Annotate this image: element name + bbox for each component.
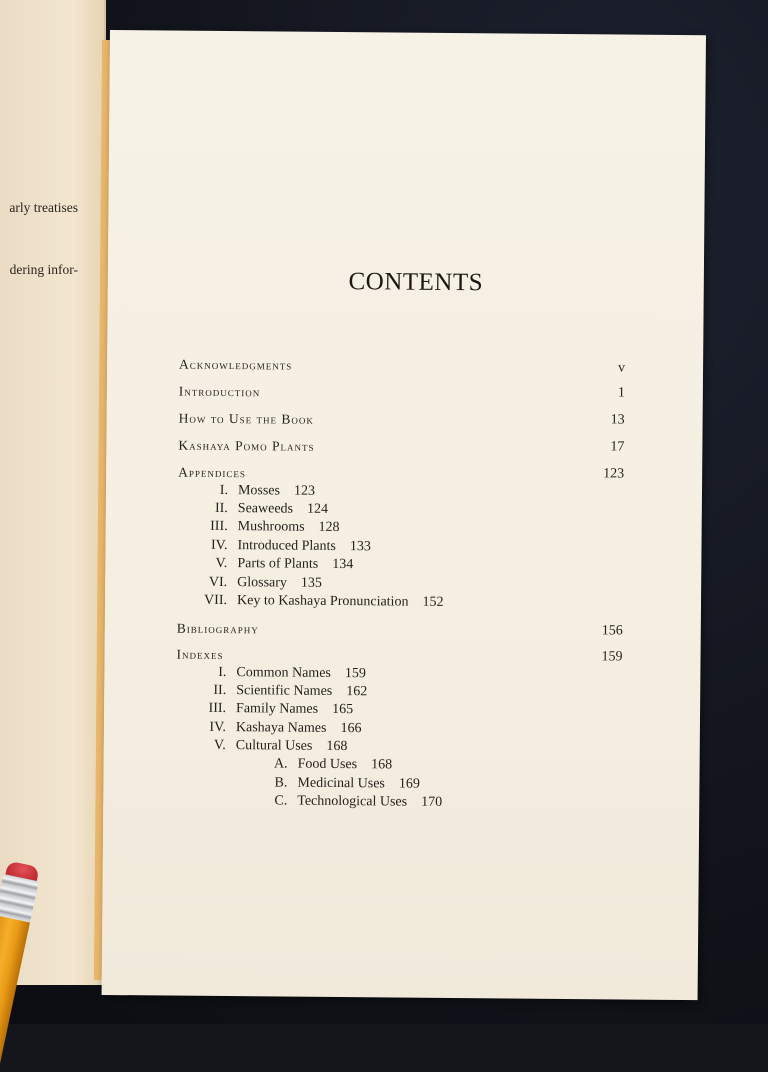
toc-entry-how-to-use: How to Use the Book [178, 410, 315, 427]
index-item: II. Scientific Names 162 [213, 682, 368, 700]
pencil-body [0, 915, 30, 1069]
appendix-item: III. Mushrooms 128 [210, 518, 340, 536]
index-item: III. Family Names 165 [208, 700, 354, 718]
toc-entry-introduction: Introduction [178, 383, 261, 400]
appendix-item: VII. Key to Kashaya Pronunciation 152 [204, 592, 444, 610]
index-item: I. Common Names 159 [218, 664, 366, 682]
appendix-item: V. Parts of Plants 134 [215, 555, 354, 573]
toc-page-bibliography: 156 [601, 623, 623, 639]
toc-page-acknowledgments: v [618, 360, 626, 376]
toc-page-kashaya-pomo-plants: 17 [610, 439, 625, 455]
index-item: IV. Kashaya Names 166 [209, 719, 362, 737]
left-page-line-2: dering infor- [9, 262, 78, 277]
toc-page-indexes: 159 [601, 649, 623, 665]
toc-entry-appendices: Appendices [178, 464, 246, 481]
toc-entry-kashaya-pomo-plants: Kashaya Pomo Plants [178, 437, 315, 454]
appendix-item: VI. Glossary 135 [208, 574, 323, 591]
toc-page-introduction: 1 [617, 385, 625, 401]
page-title: CONTENTS [348, 268, 484, 297]
cultural-use-item: A. Food Uses 168 [273, 756, 393, 773]
index-item: V. Cultural Uses 168 [213, 737, 348, 755]
left-page [0, 0, 106, 985]
contents-page [102, 30, 706, 1000]
appendix-item: IV. Introduced Plants 133 [210, 537, 371, 555]
toc-entry-acknowledgments: Acknowledgments [179, 356, 293, 373]
toc-entry-indexes: Indexes [176, 646, 224, 663]
appendix-item: I. Mosses 123 [219, 482, 316, 499]
cultural-use-item: B. Medicinal Uses 169 [274, 775, 420, 792]
toc-page-how-to-use: 13 [610, 412, 625, 428]
left-page-line-1: arly treatises [9, 200, 78, 215]
toc-entry-bibliography: Bibliography [176, 620, 259, 637]
toc-page-appendices: 123 [603, 466, 625, 482]
cultural-use-item: C. Technological Uses 170 [274, 793, 443, 810]
appendix-item: II. Seaweeds 124 [214, 500, 329, 517]
